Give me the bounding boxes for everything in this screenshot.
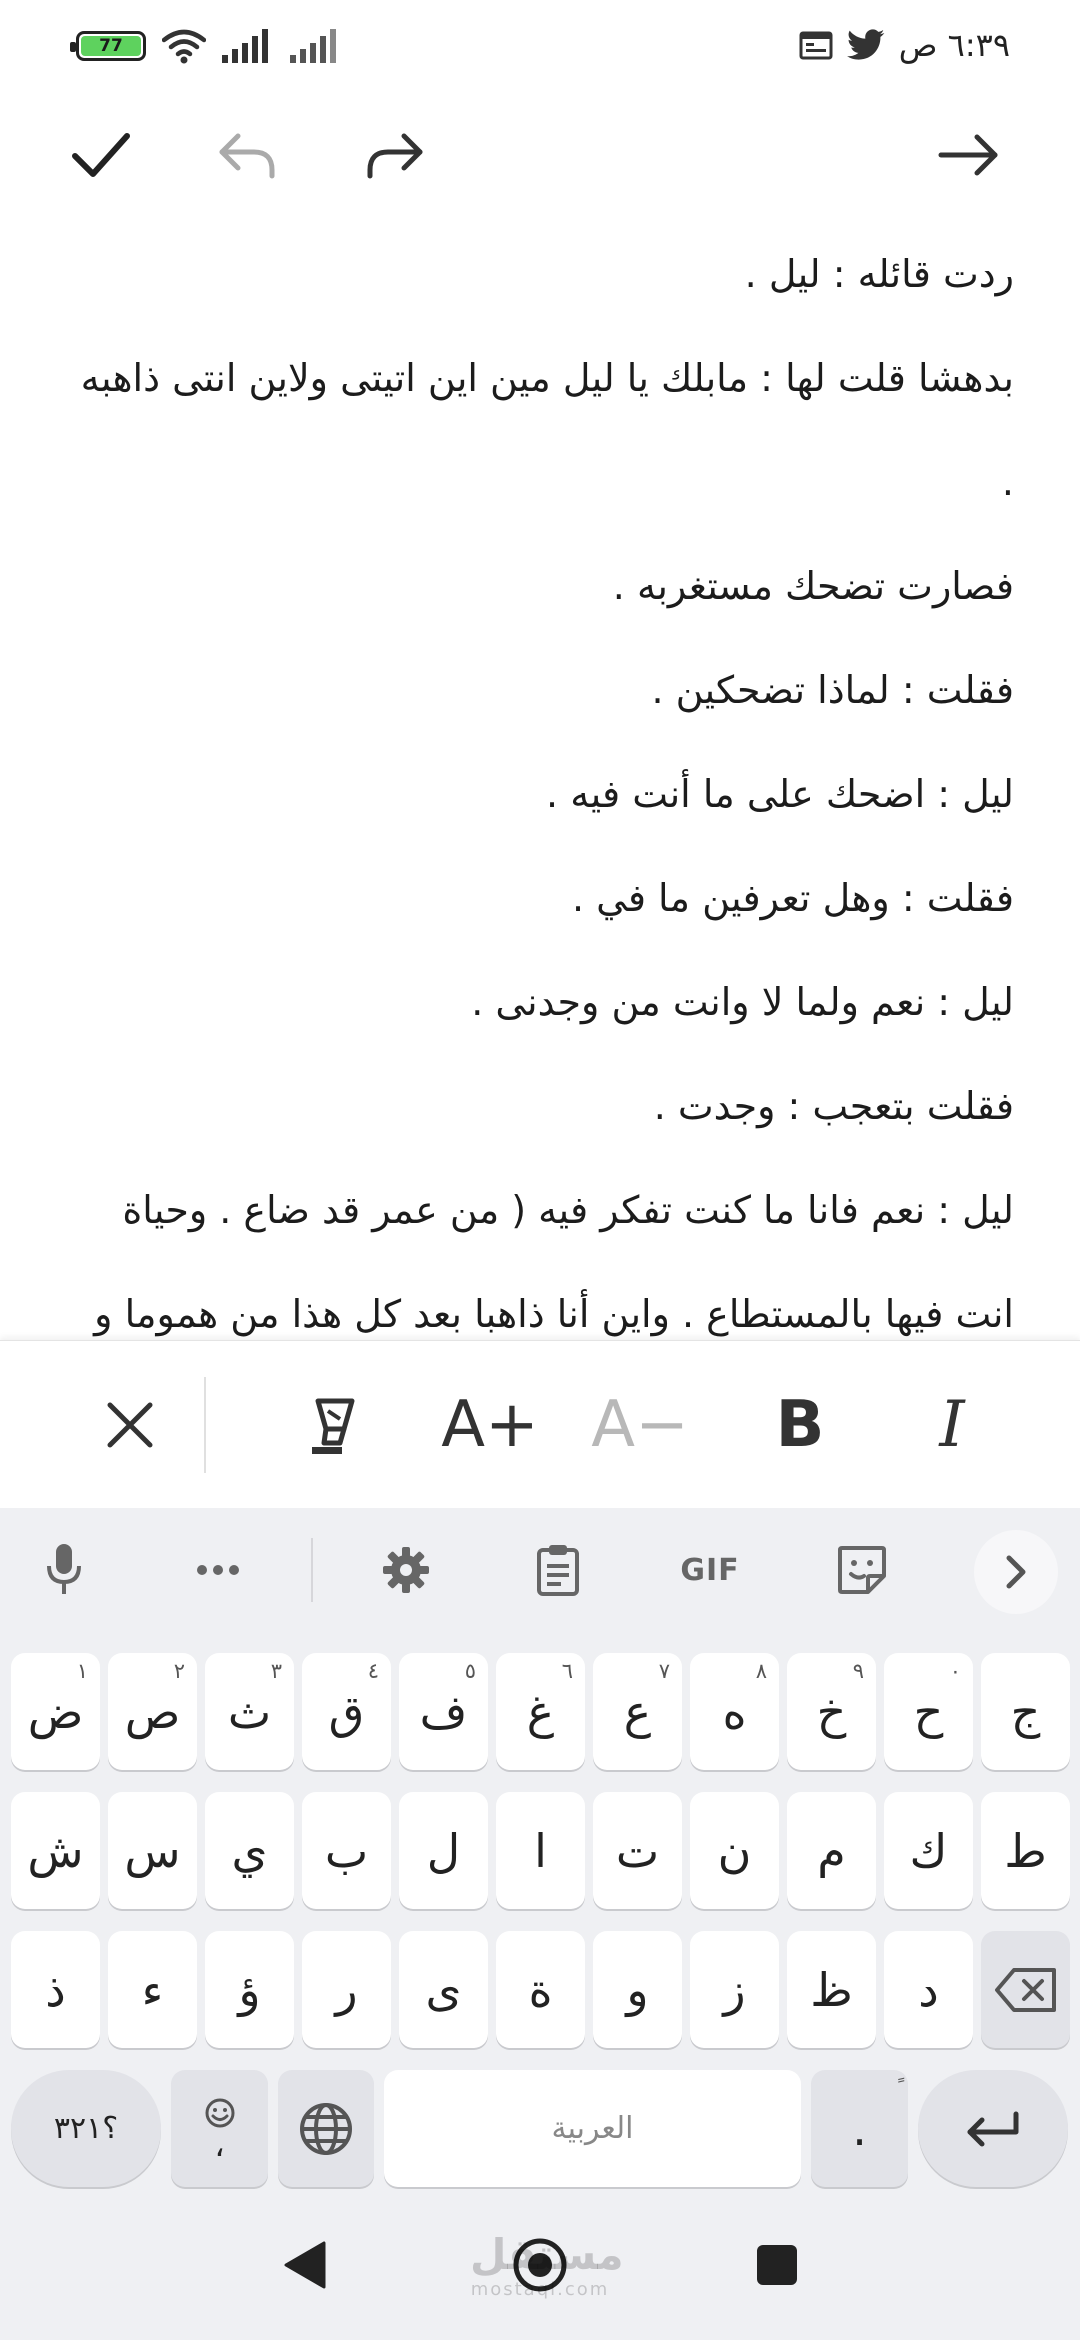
key[interactable] [884, 1792, 973, 1909]
key-char: و [626, 1962, 649, 2017]
key-char: ي [231, 1823, 268, 1878]
key-char: ى [425, 1962, 462, 2017]
calendar-icon [799, 30, 833, 60]
check-icon [69, 128, 133, 182]
keyboard-toolbar [0, 1508, 1080, 1632]
forward-button[interactable] [924, 110, 1014, 200]
watermark [470, 2230, 624, 2300]
key-char: ع [623, 1684, 652, 1739]
key[interactable] [884, 1653, 973, 1770]
key-hint: ٧ [658, 1659, 670, 1683]
status-bar [0, 0, 1080, 100]
key[interactable] [108, 1653, 197, 1770]
italic-button[interactable] [902, 1375, 1002, 1475]
key[interactable] [787, 1792, 876, 1909]
key-char: ل [426, 1823, 461, 1878]
sticker-button[interactable] [822, 1530, 902, 1610]
twitter-icon [847, 29, 885, 61]
key[interactable] [593, 1792, 682, 1909]
key[interactable] [981, 1792, 1070, 1909]
key-char: ش [27, 1823, 84, 1878]
key-char: ذ [45, 1962, 66, 2017]
status-icons-right [799, 26, 1010, 64]
decrease-font-label: A− [591, 1388, 689, 1462]
key-char: ت [615, 1823, 660, 1878]
key-char: ب [324, 1823, 369, 1878]
signal-icon [222, 29, 274, 63]
gif-label: GIF [680, 1552, 740, 1588]
format-bar [0, 1340, 1080, 1508]
wifi-icon [162, 28, 206, 64]
key-hint: ٣ [270, 1659, 282, 1683]
period-key[interactable] [811, 2070, 908, 2187]
key[interactable] [302, 1792, 391, 1909]
key[interactable] [787, 1931, 876, 2048]
paragraph[interactable]: فقلت : لماذا تضحكين . [651, 668, 1014, 712]
key-hint: ٦ [561, 1659, 573, 1683]
status-time: ٦:٣٩ ص [898, 26, 1010, 64]
key-char: ص [124, 1684, 181, 1739]
globe-icon [298, 2101, 354, 2157]
increase-font-label: A+ [441, 1388, 539, 1462]
key-char: ث [227, 1684, 272, 1739]
key[interactable] [884, 1931, 973, 2048]
close-icon [104, 1399, 156, 1451]
key-char: ك [909, 1823, 948, 1878]
key[interactable] [108, 1931, 197, 2048]
bold-label: B [775, 1388, 825, 1462]
battery-level: 77 [81, 36, 141, 56]
editor-toolbar [0, 110, 1080, 200]
paragraph[interactable]: بدهشا قلت لها : مابلك يا ليل مين اين اتيتى ولاين انتى ذاهبه . [80, 356, 1014, 504]
key-hint: ٩ [852, 1659, 864, 1683]
highlight-button[interactable] [286, 1375, 386, 1475]
paragraph[interactable]: ليل : نعم فانا ما كنت تفكر فيه ( من عمر قد ضاع . وحياة انت فيها بالمستطاع . واين أنا ذاهبا بعد كل هذا من هموما و [94, 1188, 1014, 1336]
gear-icon [381, 1545, 431, 1595]
sticker-icon [836, 1544, 888, 1596]
key[interactable] [205, 1653, 294, 1770]
key[interactable] [108, 1792, 197, 1909]
more-icon [196, 1564, 240, 1576]
paragraph[interactable]: ردت قائله : ليل . [744, 252, 1014, 296]
key[interactable] [205, 1792, 294, 1909]
undo-icon [216, 130, 278, 180]
watermark-main: مستقل [470, 2230, 624, 2279]
check-button[interactable] [56, 110, 146, 200]
key[interactable] [302, 1653, 391, 1770]
forward-arrow-icon [937, 133, 1001, 177]
key[interactable] [690, 1931, 779, 2048]
close-format-button[interactable] [80, 1375, 180, 1475]
key-char: د [918, 1962, 939, 2017]
enter-icon [964, 2110, 1022, 2148]
key[interactable] [302, 1931, 391, 2048]
key[interactable] [690, 1792, 779, 1909]
key[interactable] [11, 1931, 100, 2048]
space-key[interactable] [384, 2070, 801, 2187]
key-hint: ٥ [464, 1659, 476, 1683]
key-hint: ١ [76, 1659, 88, 1683]
key[interactable] [399, 1931, 488, 2048]
key[interactable] [399, 1653, 488, 1770]
comma-label: ، [214, 2125, 225, 2164]
key-hint: ٤ [367, 1659, 379, 1683]
space-label: العربية [551, 2111, 634, 2146]
key-hint: ٨ [755, 1659, 767, 1683]
key[interactable] [399, 1792, 488, 1909]
backspace-icon [994, 1967, 1058, 2013]
key-char: ن [717, 1823, 752, 1878]
clipboard-button[interactable] [518, 1530, 598, 1610]
key[interactable] [787, 1653, 876, 1770]
key[interactable] [496, 1931, 585, 2048]
paragraph[interactable]: ليل : نعم ولما لا وانت من وجدنى . [471, 980, 1014, 1024]
gif-button[interactable] [668, 1530, 752, 1610]
key-char: ظ [810, 1962, 853, 2017]
symbols-label: ؟٣٢١ [53, 2111, 119, 2146]
language-key[interactable] [278, 2070, 374, 2187]
key-char: ض [27, 1684, 84, 1739]
redo-button[interactable] [350, 110, 440, 200]
italic-label: I [939, 1388, 965, 1462]
key-char: ر [335, 1962, 358, 2017]
period-label: . [852, 2101, 867, 2156]
key-char: ا [534, 1823, 547, 1878]
mic-button[interactable] [24, 1530, 104, 1610]
key[interactable] [205, 1931, 294, 2048]
backspace-key[interactable] [981, 1931, 1070, 2048]
status-icons-left [76, 28, 342, 64]
more-button[interactable] [178, 1530, 258, 1610]
recents-square-icon [755, 2243, 799, 2287]
emoji-comma-key[interactable] [171, 2070, 268, 2187]
mic-icon [44, 1542, 84, 1598]
symbols-key[interactable] [11, 2070, 161, 2187]
key-char: س [124, 1823, 181, 1878]
key[interactable] [593, 1653, 682, 1770]
document-body[interactable] [70, 222, 1014, 1340]
key-char: ة [528, 1962, 553, 2017]
key-hint: ٢ [173, 1659, 185, 1683]
chevron-right-icon [1004, 1554, 1028, 1590]
back-triangle-icon [282, 2239, 328, 2291]
key-char: ق [328, 1684, 365, 1739]
enter-key[interactable] [918, 2070, 1068, 2187]
key-char: ف [419, 1684, 468, 1739]
battery-icon [76, 31, 146, 61]
key-char: ه [722, 1684, 747, 1739]
clipboard-icon [536, 1544, 580, 1596]
undo-button[interactable] [202, 110, 292, 200]
key-char: غ [526, 1684, 555, 1739]
back-button[interactable] [260, 2220, 350, 2310]
watermark-sub: mostaql.com [470, 2279, 610, 2300]
key[interactable] [981, 1653, 1070, 1770]
key[interactable] [11, 1653, 100, 1770]
navigation-bar [0, 2200, 1080, 2340]
bold-button[interactable] [750, 1375, 850, 1475]
paragraph[interactable]: فقلت بتعجب : وجدت . [653, 1084, 1014, 1128]
key-char: خ [816, 1684, 847, 1739]
redo-icon [364, 130, 426, 180]
expand-toolbar-button[interactable] [974, 1530, 1058, 1614]
increase-font-button[interactable] [440, 1375, 540, 1475]
key[interactable] [496, 1653, 585, 1770]
recents-button[interactable] [732, 2220, 822, 2310]
key-char: ء [141, 1962, 164, 2017]
highlighter-icon [306, 1393, 366, 1457]
key[interactable] [496, 1792, 585, 1909]
format-divider [204, 1377, 206, 1473]
key-hint: ٠ [949, 1659, 961, 1683]
key[interactable] [11, 1792, 100, 1909]
signal-icon [290, 29, 342, 63]
key-char: م [817, 1823, 846, 1878]
decrease-font-button[interactable] [590, 1375, 690, 1475]
paragraph[interactable]: فقلت : وهل تعرفين ما في . [571, 876, 1014, 920]
emoji-icon [204, 2097, 236, 2129]
key[interactable] [690, 1653, 779, 1770]
key-char: ح [913, 1684, 944, 1739]
key-char: ز [723, 1962, 746, 2017]
key-char: ج [1010, 1684, 1041, 1739]
key-char: ؤ [238, 1962, 261, 2017]
paragraph[interactable]: ليل : اضحك على ما أنت فيه . [546, 772, 1014, 816]
key[interactable] [593, 1931, 682, 2048]
key-char: ط [1004, 1823, 1047, 1878]
settings-button[interactable] [366, 1530, 446, 1610]
keyboard-toolbar-divider [311, 1538, 313, 1602]
paragraph[interactable]: فصارت تضحك مستغربه . [612, 564, 1014, 608]
